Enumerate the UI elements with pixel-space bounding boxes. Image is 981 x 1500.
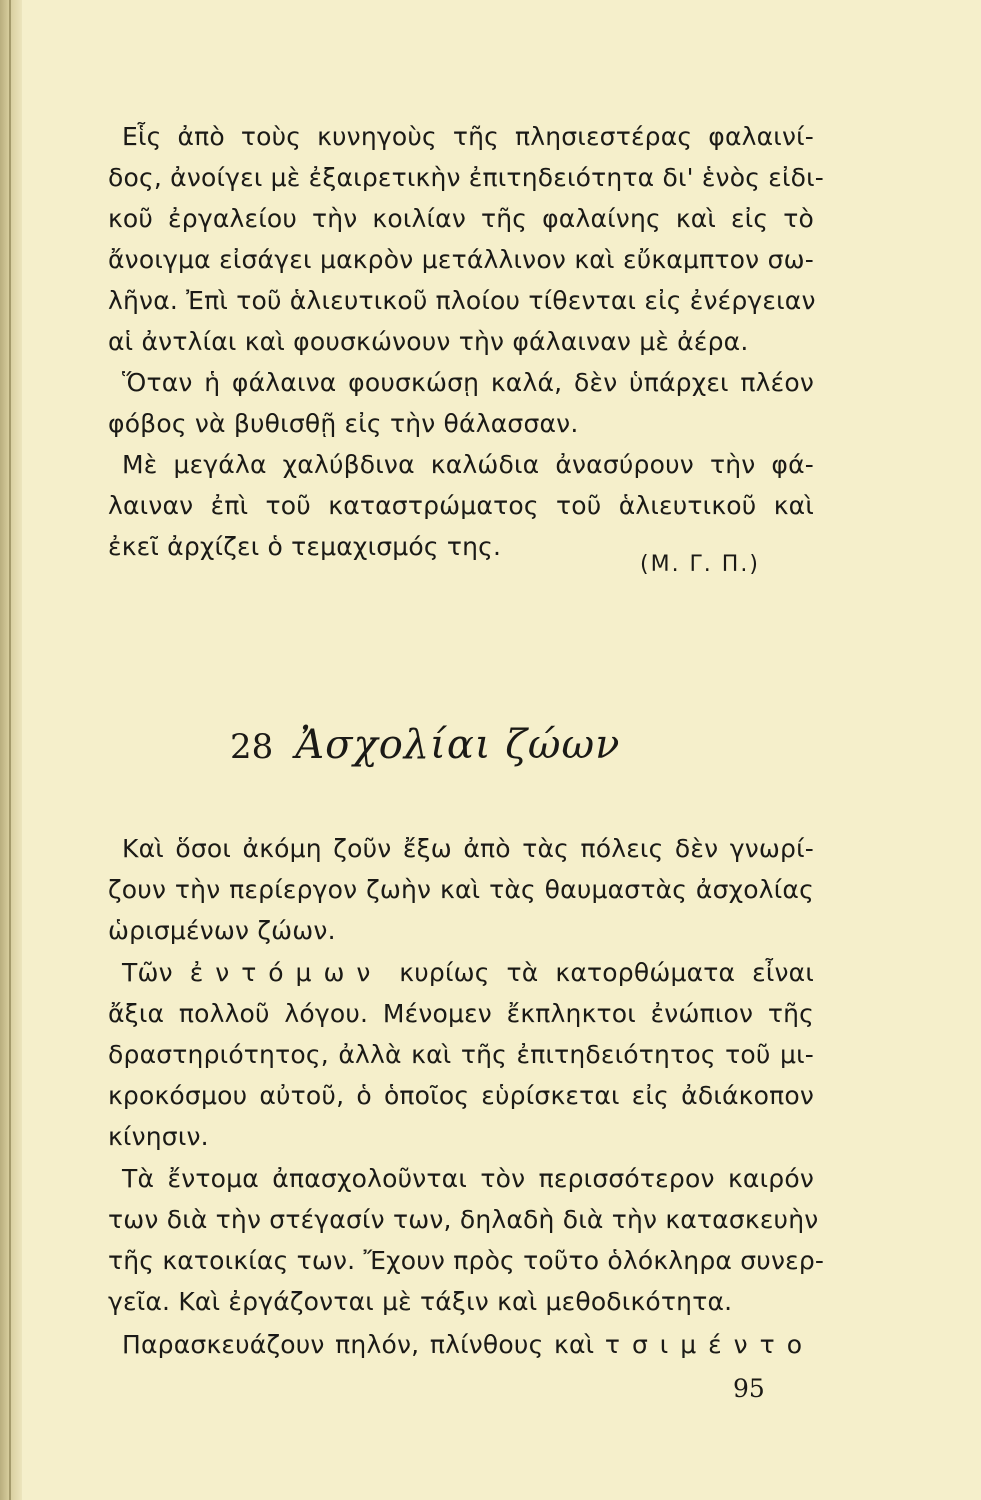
text-line: τῆς κατοικίας των. Ἔχουν πρὸς τοῦτο ὁλόκληρα συνερ- [108,1246,825,1275]
text-line: κοῦ ἐργαλείου τὴν κοιλίαν τῆς φαλαίνης καὶ εἰς τὸ [108,204,814,233]
book-spine [0,0,22,1500]
text-line: ζουν τὴν περίεργον ζωὴν καὶ τὰς θαυμαστὰς ἀσχολίας [108,875,814,904]
author-initials: (Μ. Γ. Π.) [640,552,760,577]
chapter-title: Ἀσχολίαι ζώων [295,722,621,768]
paragraph-whale-inflated [108,362,814,444]
page-number: 95 [733,1374,765,1403]
spaced-word-insects: ἐντόμων [189,958,383,987]
text-line [108,952,814,993]
spine-edge-line [9,0,11,1500]
paragraph-materials [108,1324,814,1365]
text-line: λαιναν ἐπὶ τοῦ καταστρώματος τοῦ ἁλιευτικοῦ καὶ [108,491,814,520]
text-line: ἐκεῖ ἀρχίζει ὁ τεμαχισμός της. [108,532,502,561]
chapter-heading [230,722,620,782]
text-line: των διὰ τὴν στέγασίν των, δηλαδὴ διὰ τὴν κατασκευὴν [108,1205,819,1234]
text-line: γεῖα. Καὶ ἐργάζονται μὲ τάξιν καὶ μεθοδικότητα. [108,1287,733,1316]
text-line: Εἷς ἀπὸ τοὺς κυνηγοὺς τῆς πλησιεστέρας φαλαινί- [122,122,814,151]
paragraph-insects [108,952,814,1157]
chapter-number: 28 [230,727,274,767]
text-line: δος, ἀνοίγει μὲ ἐξαιρετικὴν ἐπιτηδειότητα δι' ἑνὸς εἰδι- [108,163,824,192]
text-line: Μὲ μεγάλα χαλύβδινα καλώδια ἀνασύρουν τὴν φά- [122,450,814,479]
paragraph-whale-hunt [108,116,824,362]
paragraph-whale-cutting [108,444,814,567]
text-line: λῆνα. Ἐπὶ τοῦ ἁλιευτικοῦ πλοίου τίθενται εἰς ἐνέργειαν [108,286,816,315]
first-word: Τῶν [122,958,173,987]
paragraph-animal-activities [108,828,814,951]
text-line: Ὅταν ἡ φάλαινα φουσκώσῃ καλά, δὲν ὑπάρχει πλέον [122,368,814,397]
text-line: ἄνοιγμα εἰσάγει μακρὸν μετάλλινον καὶ εὔκαμπτον σω- [108,245,814,274]
text-line: κίνησιν. [108,1122,209,1151]
text-line: ἄξια πολλοῦ λόγου. Μένομεν ἔκπληκτοι ἐνώπιον τῆς [108,999,814,1028]
text-line: φόβος νὰ βυθισθῇ εἰς τὴν θάλασσαν. [108,409,579,438]
text-line: κροκόσμου αὐτοῦ, ὁ ὁποῖος εὑρίσκεται εἰς ἀδιάκοπον [108,1081,814,1110]
line-start: Παρασκευάζουν πηλόν, πλίνθους καὶ [122,1330,595,1359]
text-line: δραστηριότητος, ἀλλὰ καὶ τῆς ἐπιτηδειότητος τοῦ μι- [108,1040,814,1069]
spaced-word-cement: τσιμέντο [604,1330,814,1359]
paragraph-insect-housing [108,1158,825,1322]
text-line: Τὰ ἔντομα ἀπασχολοῦνται τὸν περισσότερον καιρόν [122,1164,814,1193]
text-line: αἱ ἀντλίαι καὶ φουσκώνουν τὴν φάλαιναν μὲ ἀέρα. [108,327,749,356]
text-line: ὡρισμένων ζώων. [108,916,336,945]
line-remainder: κυρίως τὰ κατορθώματα εἶναι [399,958,814,987]
text-line [108,1324,814,1365]
text-line: Καὶ ὅσοι ἀκόμη ζοῦν ἔξω ἀπὸ τὰς πόλεις δὲν γνωρί- [122,834,814,863]
